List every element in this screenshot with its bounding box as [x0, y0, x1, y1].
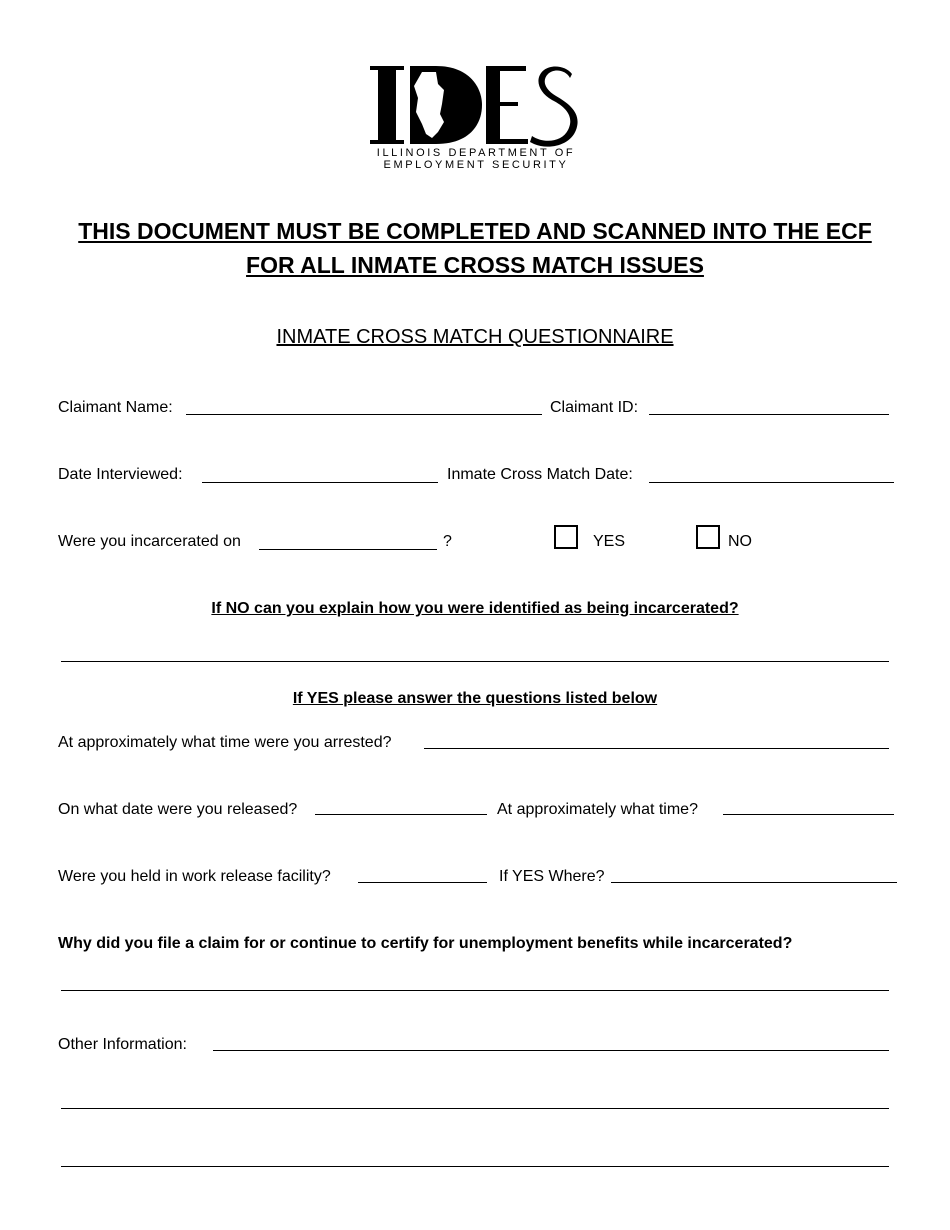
other-info-field-3[interactable]	[61, 1166, 889, 1167]
release-date-field[interactable]	[315, 814, 487, 815]
claimant-id-field[interactable]	[649, 414, 889, 415]
if-no-answer-field[interactable]	[61, 661, 889, 662]
cross-match-date-label: Inmate Cross Match Date:	[447, 466, 633, 483]
logo-line-1: ILLINOIS DEPARTMENT OF	[376, 147, 576, 159]
release-time-label: At approximately what time?	[497, 801, 698, 818]
question-mark: ?	[443, 533, 452, 550]
arrest-time-label: At approximately what time were you arrested?	[58, 734, 392, 751]
page-heading-line-2: FOR ALL INMATE CROSS MATCH ISSUES	[246, 252, 704, 278]
other-info-field-1[interactable]	[213, 1050, 889, 1051]
logo-graphic	[370, 60, 582, 150]
if-yes-where-field[interactable]	[611, 882, 897, 883]
other-info-field-2[interactable]	[61, 1108, 889, 1109]
incarcerated-on-label: Were you incarcerated on	[58, 533, 241, 550]
work-release-label: Were you held in work release facility?	[58, 868, 331, 885]
date-interviewed-label: Date Interviewed:	[58, 466, 183, 483]
arrest-time-field[interactable]	[424, 748, 889, 749]
no-label: NO	[728, 533, 752, 550]
if-no-question: If NO can you explain how you were identified as being incarcerated?	[211, 600, 739, 617]
if-yes-where-label: If YES Where?	[499, 868, 605, 885]
yes-checkbox[interactable]	[554, 525, 578, 549]
page-heading-line-1: THIS DOCUMENT MUST BE COMPLETED AND SCANNED INTO THE ECF	[78, 218, 872, 244]
other-info-label: Other Information:	[58, 1036, 187, 1053]
why-file-question: Why did you file a claim for or continue to certify for unemployment benefits while incarcerated?	[58, 935, 793, 952]
work-release-field[interactable]	[358, 882, 487, 883]
logo-line-2: EMPLOYMENT SECURITY	[383, 159, 569, 171]
no-checkbox[interactable]	[696, 525, 720, 549]
if-yes-heading: If YES please answer the questions listed below	[292, 690, 658, 707]
claimant-id-label: Claimant ID:	[550, 399, 639, 416]
form-title: INMATE CROSS MATCH QUESTIONNAIRE	[276, 326, 674, 348]
yes-label: YES	[593, 533, 626, 550]
claimant-name-label: Claimant Name:	[58, 399, 173, 416]
ides-logo	[370, 60, 582, 178]
incarcerated-date-field[interactable]	[259, 549, 437, 550]
release-time-field[interactable]	[723, 814, 894, 815]
claimant-name-field[interactable]	[186, 414, 542, 415]
release-date-label: On what date were you released?	[58, 801, 298, 818]
why-file-answer-field[interactable]	[61, 990, 889, 991]
cross-match-date-field[interactable]	[649, 482, 894, 483]
date-interviewed-field[interactable]	[202, 482, 438, 483]
